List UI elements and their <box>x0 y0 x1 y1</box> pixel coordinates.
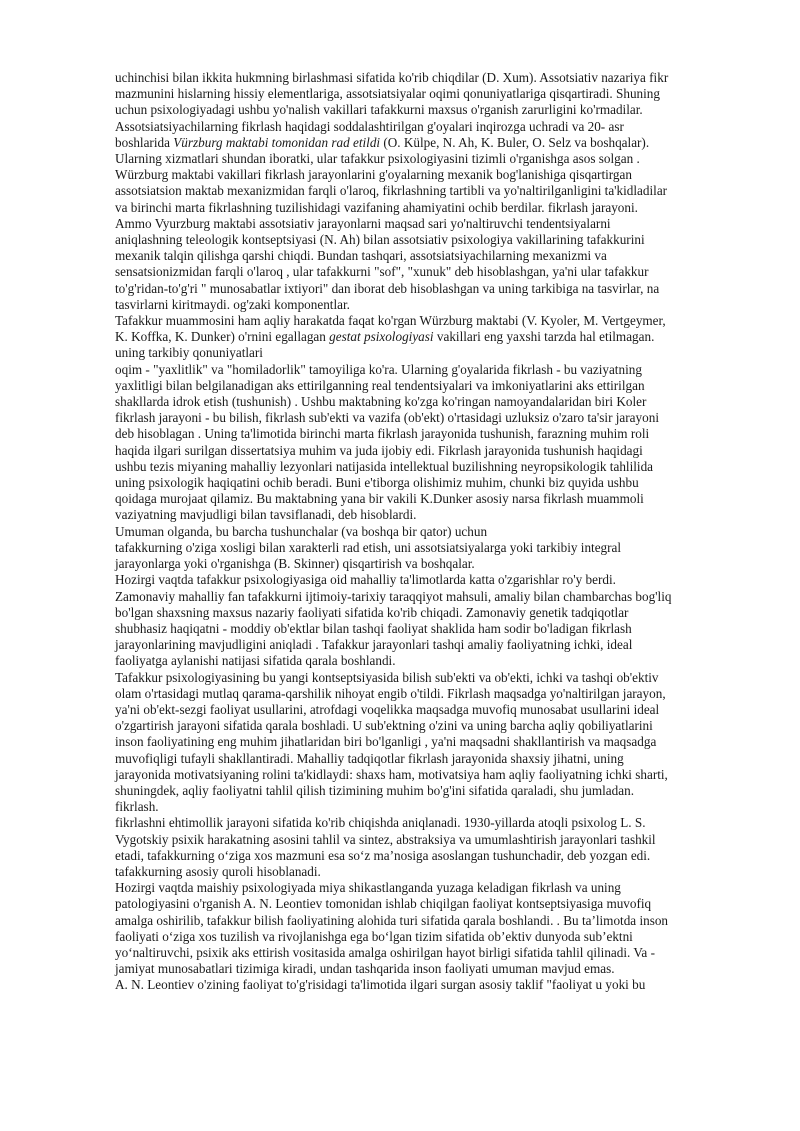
text-line: Tafakkur psixologiyasining bu yangi kontseptsiyasida bilish sub'ekti va ob'ekti, ichki va tashqi ob'ektiv <box>115 669 659 685</box>
text-line: muvofiqligi tufayli shakllantiradi. Mahalliy tadqiqotlar fikrlash jarayonida shaxsiy jihatni, uning <box>115 750 624 766</box>
text-line: yo‘naltiruvchi, psixik aks ettirish vositasida amalga oshirilgan hayot birligi sifatida tahlil qilinadi. Va - <box>115 944 655 960</box>
text-line: Ammo Vyurzburg maktabi assotsiativ jarayonlarni maqsad sari yo'naltiruvchi tendentsiyalarni <box>115 215 611 231</box>
text-line: uchun psixologiyadagi ushbu yo'nalish vakillari tafakkurni maxsus o'rganish zarurligini ko'rmadilar. <box>115 102 643 118</box>
text-line: jarayonida motivatsiyaning rolini ta'kidlaydi: shaxs ham, motivatsiya ham aqliy faoliyatning ichki sharti, <box>115 766 668 782</box>
text-line: qoidaga murojaat qilamiz. Bu maktabning yana bir vakili K.Dunker asosiy narsa fikrlash muammoli <box>115 491 644 507</box>
text-line: ya'ni ob'ekt-sezgi faoliyat usullarini, atrofdagi voqelikka maqsadga muvofiq munosabat usullarini ideal <box>115 701 660 717</box>
text-line: A. N. Leontiev o'zining faoliyat to'g'risidagi ta'limotida ilgari surgan asosiy taklif "faoliyat u yoki bu <box>115 977 646 993</box>
text-line: shubhasiz haqiqatni - moddiy ob'ektlar bilan tashqi faoliyat shaklida ham sodir bo'ladigan fikrlash <box>115 620 632 636</box>
text-line: Umuman olganda, bu barcha tushunchalar (va boshqa bir qator) uchun <box>115 523 488 539</box>
text-line: fikrlash jarayoni - bu bilish, fikrlash sub'ekti va vazifa (ob'ekt) o'rtasidagi uzluksiz o'zaro ta'sir jarayoni <box>115 410 659 426</box>
text-line: uning psixologik haqiqatini ochib beradi. Buni e'tiborga olishimiz muhim, chunki biz quyida ushbu <box>115 475 639 491</box>
text-line: mexanik talqin qilishga qarshi chiqdi. Bundan tashqari, assotsiatsiyachilarning mexanizmi va <box>115 248 607 264</box>
italic-text: gestat psixologiyasi <box>329 329 434 345</box>
text-line: shuningdek, aqliy faoliyatni tahlil qilish tizimining muhim bo'g'ini sifatida qaraladi, shu jumladan. <box>115 782 634 798</box>
text-line: Zamonaviy mahalliy fan tafakkurni ijtimoiy-tarixiy taraqqiyot mahsuli, amaliy bilan chambarchas bog'liq <box>115 588 672 604</box>
text-line: Würzburg maktabi vakillari fikrlash jarayonlarini g'oyalarning mexanik bog'lanishiga qisqartirgan <box>115 167 632 183</box>
text-segment: K. Koffka, K. Dunker) o'rnini egallagan <box>115 329 330 345</box>
text-line: Vygotskiy psixik harakatning asosini tahlil va sintez, abstraksiya va umumlashtirish jarayonlari tashkil <box>115 831 656 847</box>
italic-text: Vürzburg maktabi tomonidan rad etildi <box>173 134 381 150</box>
text-line: patologiyasini o'rganish A. N. Leontiev tomonidan ishlab chiqilgan faoliyat kontseptsiyasiga muvofiq <box>115 896 652 912</box>
text-line: va birinchi marta fikrlashning tuzilishidagi vazifaning ahamiyatini ochib berdilar. fikrlash jarayoni. <box>115 199 638 215</box>
text-line: uning tarkibiy qonuniyatlari <box>115 345 263 361</box>
text-line: shakllarda idrok etish (tushunish) . Ushbu maktabning ko'zga ko'ringan namoyandalaridan biri Koler <box>115 394 647 410</box>
text-line: fikrlash. <box>115 799 159 815</box>
text-line: yaxlitligi bilan belgilanadigan aks ettirilganning real tendentsiyalari va imkoniyatlarini aks ettirilgan <box>115 377 645 393</box>
text-line: assotsiatsion maktab mexanizmidan farqli o'laroq, fikrlashning tartibli va yo'naltirilganligini ta'kidladilar <box>115 183 668 199</box>
text-line: fikrlashni ehtimollik jarayoni sifatida ko'rib chiqishda aniqlanadi. 1930-yillarda atoqli psixolog L. S. <box>115 815 646 831</box>
text-segment: vakillari eng yaxshi tarzda hal etilmagan. <box>433 329 655 345</box>
text-line: Tafakkur muammosini ham aqliy harakatda faqat ko'rgan Würzburg maktabi (V. Kyoler, M. Vertgeymer, <box>115 313 666 329</box>
text-line: o'zgartirish jarayoni sifatida qarala boshladi. U sub'ektning o'zini va uning barcha aqliy qobiliyatlarini <box>115 718 653 734</box>
text-line: aniqlashning teleologik kontseptsiyasi (N. Ah) bilan assotsiativ psixologiya vakillarining tafakkurini <box>115 232 645 248</box>
text-line: jarayonlarga yoki o'rganishga (B. Skinner) qisqartirish va boshqalar. <box>115 556 475 572</box>
text-line: Hozirgi vaqtda tafakkur psixologiyasiga oid mahalliy ta'limotlarda katta o'zgarishlar ro'y berdi. <box>115 572 616 588</box>
text-line: etadi, tafakkurning o‘ziga xos mazmuni esa so‘z ma’nosiga asoslangan tushunchadir, deb yozgan edi. <box>115 847 651 863</box>
text-segment: boshlarida <box>115 134 174 150</box>
text-line <box>115 329 715 345</box>
text-line <box>115 135 715 151</box>
text-line: Ularning xizmatlari shundan iboratki, ular tafakkur psixologiyasini tizimli o'rganishga asos solgan . <box>115 151 640 167</box>
text-line: deb hisoblagan . Uning ta'limotida birinchi marta fikrlash jarayonida tushunish, farazning muhim roli <box>115 426 650 442</box>
text-line: to'g'ridan-to'g'ri " munosabatlar ixtiyori" dan iborat deb hisoblashgan va uning tarkibiga na tasvirlar, na <box>115 280 660 296</box>
text-line: tafakkurning asosiy quroli hisoblanadi. <box>115 863 321 879</box>
text-line: jarayonlarining mavjudligini aniqladi . Tafakkur jarayonlari tashqi amaliy faoliyatning ichki, ideal <box>115 637 633 653</box>
text-line: sensatsionizmidan farqli o'laroq , ular tafakkurni "sof", "xunuk" deb hisoblashgan, ya'ni ular tafakkur <box>115 264 649 280</box>
text-line: jamiyat munosabatlari tizimiga kiradi, undan tashqarida inson faoliyati umuman mavjud emas. <box>115 961 615 977</box>
text-line: faoliyatga aylanishi natijasi sifatida qarala boshlandi. <box>115 653 396 669</box>
text-line: tafakkurning o'ziga xosligi bilan xarakterli rad etish, uni assotsiatsiyalarga yoki tarkibiy integral <box>115 539 622 555</box>
text-line: olam o'rtasidagi mutlaq qarama-qarshilik nihoyat engib o'tildi. Fikrlash maqsadga yo'naltirilgan jarayon, <box>115 685 666 701</box>
text-line: inson faoliyatining eng muhim jihatlaridan biri bo'lganligi , ya'ni maqsadni shakllantirish va maqsadga <box>115 734 657 750</box>
text-line: Hozirgi vaqtda maishiy psixologiyada miya shikastlanganda yuzaga keladigan fikrlash va uning <box>115 880 621 896</box>
document-page <box>115 70 715 994</box>
text-line: mazmunini hislarning hissiy elementlariga, assotsiatsiyalar oqimi qonuniyatlariga qisqartiradi. Shuning <box>115 86 660 102</box>
text-line: amalga oshirilib, tafakkur bilish faoliyatining alohida turi sifatida qarala boshlandi. . Bu ta’limotda inson <box>115 912 669 928</box>
text-line: tasvirlarni kiritmaydi. og'zaki komponentlar. <box>115 296 350 312</box>
text-line: bo'lgan shaxsning maxsus nazariy faoliyati sifatida ko'rib chiqadi. Zamonaviy genetik tadqiqotlar <box>115 604 629 620</box>
text-line: haqida ilgari surilgan dissertatsiya muhim va juda ijobiy edi. Fikrlash jarayonida tushunish haqidagi <box>115 442 643 458</box>
text-line: uchinchisi bilan ikkita hukmning birlashmasi sifatida ko'rib chiqdilar (D. Xum). Assotsiativ nazariya fikr <box>115 70 669 85</box>
text-line: Assotsiatsiyachilarning fikrlash haqidagi soddalashtirilgan g'oyalari inqirozga uchradi va 20- asr <box>115 118 624 134</box>
text-segment: (O. Külpe, N. Ah, K. Buler, O. Selz va boshqalar). <box>380 134 650 150</box>
text-line: ushbu tezis miyaning mahalliy lezyonlari natijasida intellektual buzilishning neyropsikologik tahlilida <box>115 458 654 474</box>
text-line: oqim - "yaxlitlik" va "homiladorlik" tamoyiliga ko'ra. Ularning g'oyalarida fikrlash - bu vaziyatning <box>115 361 642 377</box>
text-line: vaziyatning mavjudligi bilan tavsiflanadi, deb hisoblardi. <box>115 507 417 523</box>
text-line: faoliyati o‘ziga xos tuzilish va rivojlanishga ega bo‘lgan tizim sifatida ob’ektiv dunyoda sub’ektni <box>115 928 633 944</box>
